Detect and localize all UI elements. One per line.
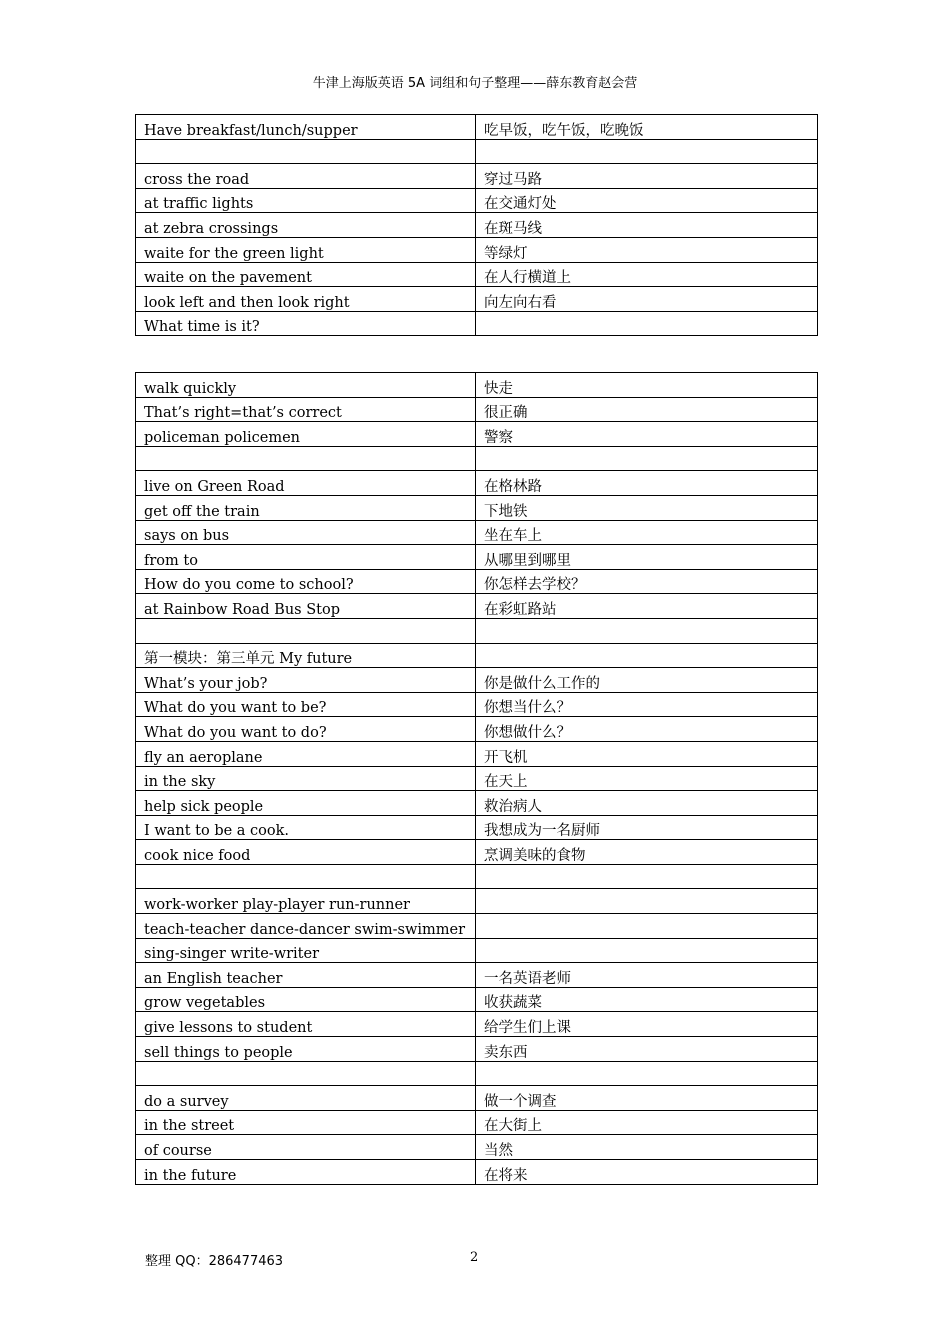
table-row [136,692,818,717]
chinese-cell: 一名英语老师 [476,963,818,988]
english-cell: of course [136,1135,476,1160]
table-row [136,594,818,619]
english-cell: teach-teacher dance-dancer swim-swimmer [136,914,476,939]
table-row [136,1012,818,1037]
chinese-cell [476,618,818,643]
chinese-cell [476,139,818,164]
english-cell: do a survey [136,1086,476,1111]
table-row [136,717,818,742]
chinese-cell: 我想成为一名厨师 [476,815,818,840]
chinese-cell: 在交通灯处 [476,188,818,213]
english-cell: from to [136,545,476,570]
english-cell: an English teacher [136,963,476,988]
english-cell: in the sky [136,766,476,791]
english-cell: at traffic lights [136,188,476,213]
table-row [136,397,818,422]
chinese-cell [476,311,818,336]
chinese-cell: 你是做什么工作的 [476,668,818,693]
table-row [136,668,818,693]
table-row [136,791,818,816]
chinese-cell: 你怎样去学校？ [476,569,818,594]
chinese-cell: 烹调美味的食物 [476,840,818,865]
chinese-cell [476,446,818,471]
table-row [136,213,818,238]
table-row [136,569,818,594]
chinese-cell: 在彩虹路站 [476,594,818,619]
chinese-cell: 下地铁 [476,495,818,520]
english-cell: What do you want to do? [136,717,476,742]
table-row [136,262,818,287]
table-row [136,139,818,164]
vocab-table-2 [135,372,818,1185]
chinese-cell: 给学生们上课 [476,1012,818,1037]
english-cell: sell things to people [136,1037,476,1062]
english-cell: How do you come to school? [136,569,476,594]
table-row [136,495,818,520]
chinese-cell: 穿过马路 [476,164,818,189]
english-cell: in the future [136,1160,476,1185]
english-cell: grow vegetables [136,987,476,1012]
english-cell: What do you want to be? [136,692,476,717]
chinese-cell: 等绿灯 [476,237,818,262]
chinese-cell: 开飞机 [476,741,818,766]
table-row [136,373,818,398]
english-cell: What’s your job? [136,668,476,693]
chinese-cell: 在将来 [476,1160,818,1185]
chinese-cell: 收获蔬菜 [476,987,818,1012]
chinese-cell: 快走 [476,373,818,398]
chinese-cell: 警察 [476,422,818,447]
chinese-cell: 你想当什么？ [476,692,818,717]
english-cell: waite on the pavement [136,262,476,287]
english-cell: sing-singer write-writer [136,938,476,963]
english-cell [136,139,476,164]
footer-contact: 整理 QQ：286477463 [145,1254,284,1269]
table-row [136,422,818,447]
english-cell: 第一模块：第三单元 My future [136,643,476,668]
table-row [136,987,818,1012]
table-row [136,618,818,643]
table-row [136,115,818,140]
table-row [136,1110,818,1135]
table-row [136,643,818,668]
english-cell: fly an aeroplane [136,741,476,766]
table-row [136,1037,818,1062]
table-row [136,545,818,570]
english-cell: Have breakfast/lunch/supper [136,115,476,140]
english-cell: help sick people [136,791,476,816]
english-cell [136,864,476,889]
chinese-cell: 在大街上 [476,1110,818,1135]
table-row [136,446,818,471]
chinese-cell: 卖东西 [476,1037,818,1062]
table-row [136,471,818,496]
vocab-table-1 [135,114,818,336]
table-row [136,1135,818,1160]
english-cell: policeman policemen [136,422,476,447]
english-cell: waite for the green light [136,237,476,262]
table-row [136,287,818,312]
english-cell [136,618,476,643]
english-cell: cook nice food [136,840,476,865]
english-cell [136,1061,476,1086]
table-row [136,237,818,262]
chinese-cell: 救治病人 [476,791,818,816]
english-cell: give lessons to student [136,1012,476,1037]
table-row [136,963,818,988]
chinese-cell [476,938,818,963]
english-cell: That’s right=that’s correct [136,397,476,422]
table-row [136,188,818,213]
table-row [136,938,818,963]
chinese-cell: 很正确 [476,397,818,422]
table-row [136,741,818,766]
english-cell: in the street [136,1110,476,1135]
chinese-cell [476,864,818,889]
english-cell: walk quickly [136,373,476,398]
chinese-cell: 你想做什么？ [476,717,818,742]
table-row [136,815,818,840]
table-row [136,164,818,189]
english-cell [136,446,476,471]
english-cell: at Rainbow Road Bus Stop [136,594,476,619]
chinese-cell: 坐在车上 [476,520,818,545]
chinese-cell: 在格林路 [476,471,818,496]
chinese-cell: 从哪里到哪里 [476,545,818,570]
chinese-cell: 在人行横道上 [476,262,818,287]
chinese-cell: 吃早饭，吃午饭，吃晚饭 [476,115,818,140]
page-number: 2 [470,1250,479,1265]
chinese-cell: 在斑马线 [476,213,818,238]
table-row [136,840,818,865]
english-cell: What time is it? [136,311,476,336]
page-header: 牛津上海版英语 5A 词组和句子整理——薛东教育赵会营 [312,76,638,91]
table-row [136,889,818,914]
table-row [136,1061,818,1086]
table-row [136,864,818,889]
english-cell: look left and then look right [136,287,476,312]
english-cell: at zebra crossings [136,213,476,238]
english-cell: work-worker play-player run-runner [136,889,476,914]
english-cell: cross the road [136,164,476,189]
english-cell: I want to be a cook. [136,815,476,840]
table-row [136,1160,818,1185]
chinese-cell: 当然 [476,1135,818,1160]
english-cell: says on bus [136,520,476,545]
chinese-cell [476,1061,818,1086]
chinese-cell: 在天上 [476,766,818,791]
chinese-cell: 向左向右看 [476,287,818,312]
chinese-cell [476,643,818,668]
english-cell: get off the train [136,495,476,520]
chinese-cell [476,889,818,914]
english-cell: live on Green Road [136,471,476,496]
chinese-cell [476,914,818,939]
table-row [136,1086,818,1111]
table-row [136,766,818,791]
table-row [136,520,818,545]
table-row [136,914,818,939]
table-row [136,311,818,336]
chinese-cell: 做一个调查 [476,1086,818,1111]
